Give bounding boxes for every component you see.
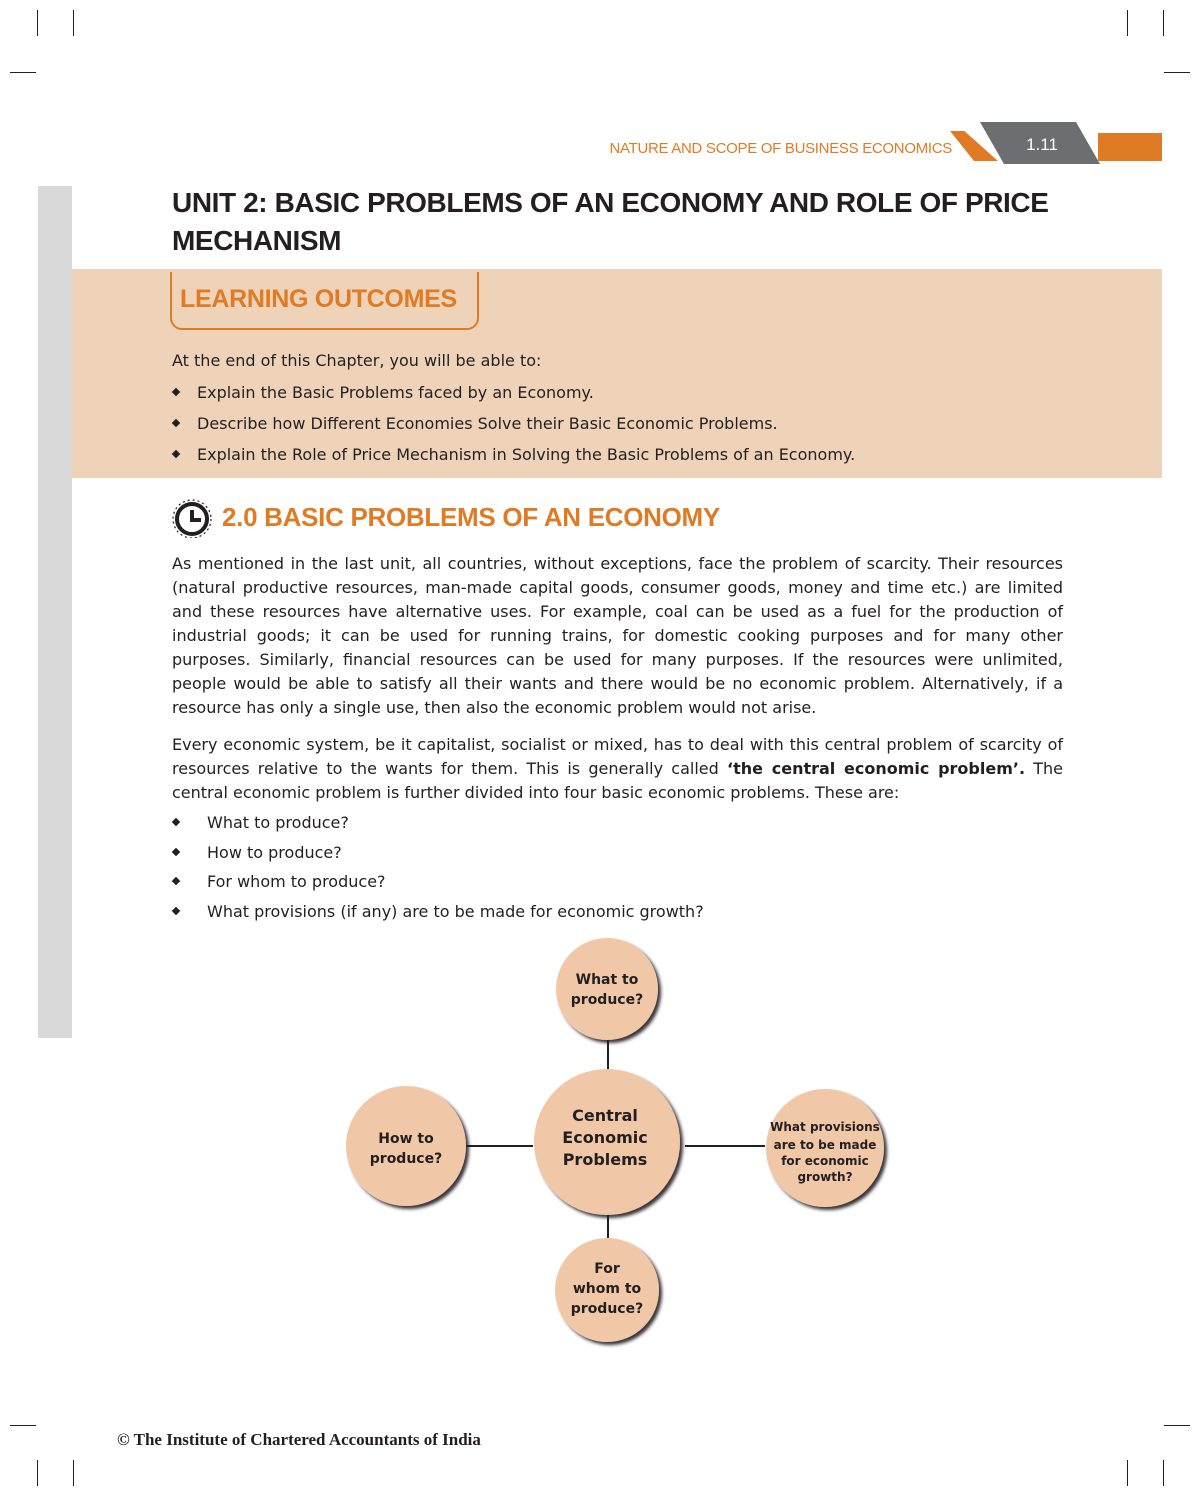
basic-problems-list [172,812,704,930]
node-center [534,1069,680,1215]
crop-mark [37,1460,38,1486]
header-accent-bar [1098,133,1162,161]
crop-mark [1164,72,1190,73]
svg-text:whom to: whom to [572,1281,642,1297]
running-title: NATURE AND SCOPE OF BUSINESS ECONOMICS [609,140,952,157]
svg-text:produce?: produce? [570,992,644,1008]
clock-section-icon [172,498,212,538]
crop-mark [73,10,74,36]
crop-mark [10,1425,36,1426]
diamond-bullet-icon [172,847,180,855]
copyright-footer: © The Institute of Chartered Accountants of India [117,1430,481,1449]
svg-text:Central: Central [572,1106,638,1125]
list-item: For whom to produce? [172,871,704,901]
node-bottom [555,1238,659,1342]
svg-text:How to: How to [378,1131,434,1147]
unit-title: UNIT 2: BASIC PROBLEMS OF AN ECONOMY AND ROLE OF PRICE MECHANISM [172,187,1049,256]
svg-text:Economic: Economic [562,1128,648,1147]
list-item: What to produce? [172,812,704,842]
svg-text:What provisions: What provisions [770,1120,880,1134]
crop-mark [10,72,36,73]
central-problems-diagram [335,930,895,1350]
list-item: How to produce? [172,842,704,872]
svg-text:produce?: produce? [369,1151,443,1167]
crop-mark [73,1460,74,1486]
side-margin-bar [38,186,72,1038]
section-heading: 2.0 BASIC PROBLEMS OF AN ECONOMY [222,502,720,532]
node-right [766,1089,884,1207]
diamond-bullet-icon [172,818,180,826]
svg-text:growth?: growth? [797,1170,853,1184]
learning-outcomes-heading: LEARNING OUTCOMES [180,285,457,313]
learning-outcomes-list [172,382,855,475]
body-paragraph: As mentioned in the last unit, all countries, without exceptions, face the problem of scarcity. Their resources (natural productive resources, man-made capital goods, consumer goods, money and time etc.) are limited and these resources have alternative uses. For example, coal can be used as a fuel for the production of industrial goods; it can be used for running trains, for domestic cooking purposes and for many other purposes. Similarly, financial resources can be used for many purposes. If the resources were unlimited, people would be able to satisfy all their wants and there would be no economic problem. Alternatively, if a resource has only a single use, then also the economic problem would not arise. [172,554,1063,717]
crop-mark [1127,10,1128,36]
key-term: ‘the central economic problem’. [727,759,1026,778]
crop-mark [37,10,38,36]
svg-text:Problems: Problems [562,1150,648,1169]
diamond-bullet-icon [172,906,180,914]
diamond-bullet-icon [172,450,180,458]
page-number: 1.11 [1026,135,1058,154]
diamond-bullet-icon [172,419,180,427]
svg-text:What to: What to [575,972,639,988]
list-item: Describe how Different Economies Solve their Basic Economic Problems. [172,413,855,444]
crop-mark [1163,10,1164,36]
svg-text:are to be made: are to be made [773,1138,877,1152]
svg-text:produce?: produce? [570,1301,644,1317]
body-paragraph: Every economic system, be it capitalist, socialist or mixed, has to deal with this central problem of scarcity of resources relative to the wants for them. This is generally called ‘the central economic problem’. The central economic problem is further divided into four basic economic problems. These are: [172,735,1064,802]
learning-outcomes-intro: At the end of this Chapter, you will be able to: [172,351,542,370]
node-left [346,1086,466,1206]
diamond-bullet-icon [172,388,180,396]
crop-mark [1163,1460,1164,1486]
svg-text:for economic: for economic [781,1154,869,1168]
list-item: Explain the Basic Problems faced by an Economy. [172,382,855,413]
list-item: What provisions (if any) are to be made for economic growth? [172,901,704,931]
crop-mark [1127,1460,1128,1486]
list-item: Explain the Role of Price Mechanism in Solving the Basic Problems of an Economy. [172,444,855,475]
crop-mark [1164,1425,1190,1426]
node-top [556,938,658,1040]
diamond-bullet-icon [172,877,180,885]
svg-text:For: For [594,1261,620,1277]
